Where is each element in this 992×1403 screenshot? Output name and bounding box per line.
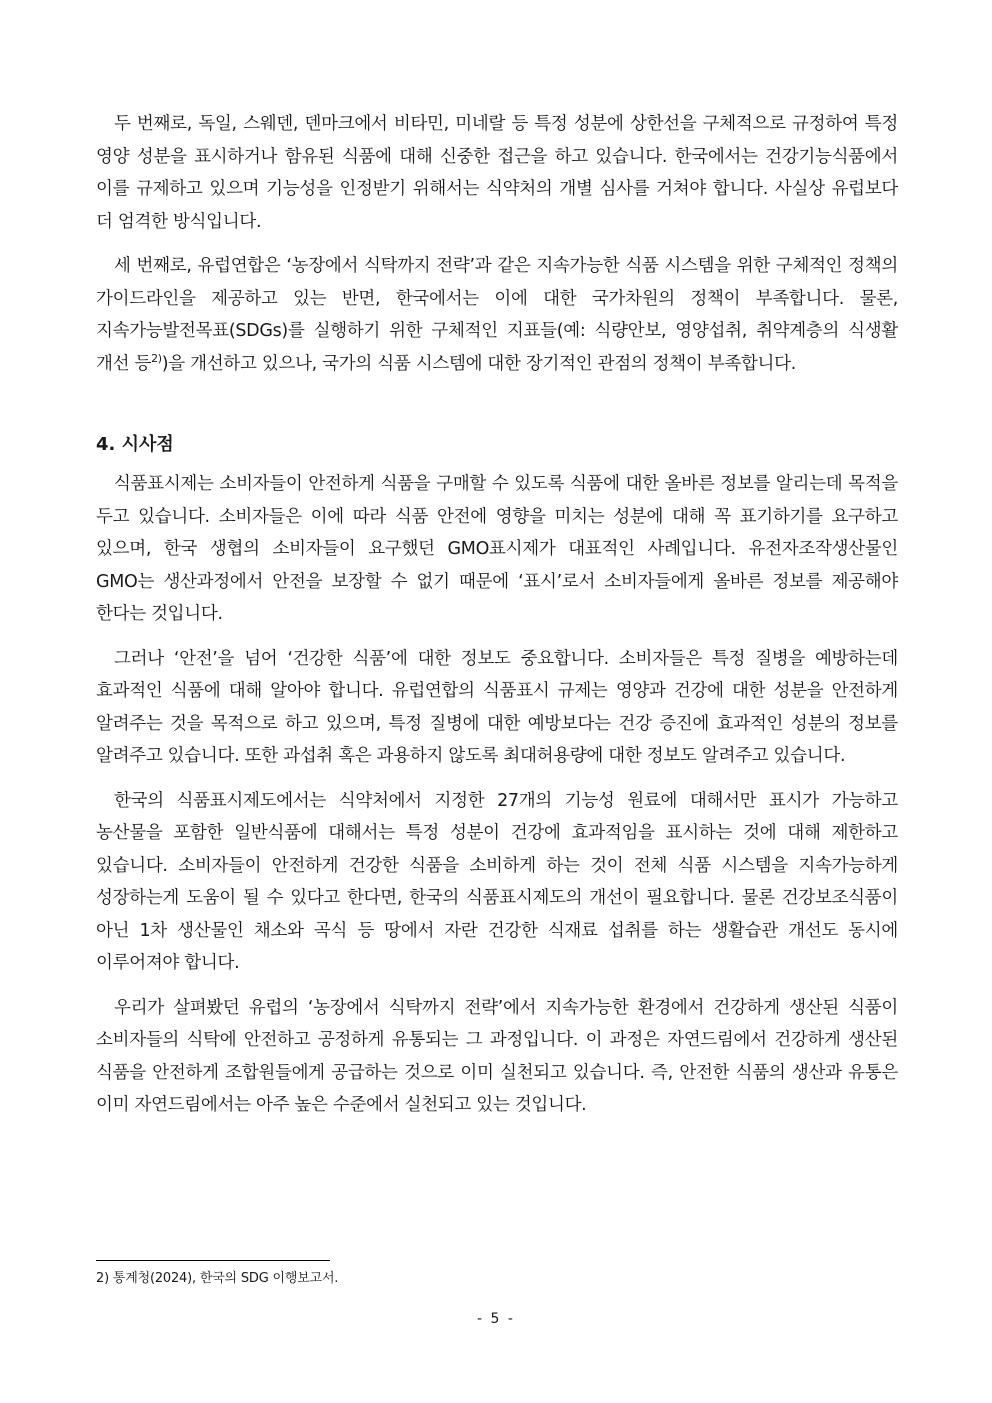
section-heading-implications: 4. 시사점 — [96, 434, 174, 455]
footnote-reference[interactable]: 2) — [151, 351, 162, 365]
paragraph-third-point-text-before: 세 번째로, 유럽연합은 ‘농장에서 식탁까지 전략’과 같은 지속가능한 식품 시스템을 위한 구체적인 정책의 가이드라인을 제공하고 있는 반면, 한국에서는 이에 대한 국가차원의 정책이 부족합니다. 물론, 지속가능발전목표(SDGs)를 실행하기 위한 구체적인 지표들(예: 식량안보, 영양섭취, 취약계층의 식생활 개선 등 — [96, 256, 898, 374]
paragraph-third-point-text-after: )을 개선하고 있으나, 국가의 식품 시스템에 대한 장기적인 관점의 정책이 부족합니다. — [161, 353, 797, 374]
paragraph-implications-4: 우리가 살펴봤던 유럽의 ‘농장에서 식탁까지 전략’에서 지속가능한 환경에서 건강하게 생산된 식품이 소비자들의 식탁에 안전하고 공정하게 유통되는 그 과정입니다. 이 과정은 자연드림에서 건강하게 생산된 식품을 안전하게 조합원들에게 공급하는 것으로 이미 실천되고 있습니다. 즉, 안전한 식품의 생산과 유통은 이미 자연드림에서는 아주 높은 수준에서 실천되고 있는 것입니다. — [96, 997, 898, 1115]
footnote: 2) 통계청(2024), 한국의 SDG 이행보고서. — [96, 1271, 339, 1286]
page-number: - 5 - — [477, 1311, 515, 1327]
paragraph-implications-1: 식품표시제는 소비자들이 안전하게 식품을 구매할 수 있도록 식품에 대한 올바른 정보를 알리는데 목적을 두고 있습니다. 소비자들은 이에 따라 식품 안전에 영향을 미치는 성분에 대해 꼭 표기하기를 요구하고 있으며, 한국 생협의 소비자들이 요구했던 GMO표시제가 대표적인 사례입니다. 유전자조작생산물인 GMO는 생산과정에서 안전을 보장할 수 없기 때문에 ‘표시’로서 소비자들에게 올바른 정보를 제공해야 한다는 것입니다. — [96, 474, 898, 624]
body-content — [96, 108, 898, 1134]
paragraph-third-point — [96, 250, 898, 380]
paragraph-second-point: 두 번째로, 독일, 스웨덴, 덴마크에서 비타민, 미네랄 등 특정 성분에 상한선을 구체적으로 규정하여 특정 영양 성분을 표시하거나 함유된 식품에 대해 신중한 접근을 하고 있습니다. 한국에서는 건강기능식품에서 이를 규제하고 있으며 기능성을 인정받기 위해서는 식약처의 개별 심사를 거쳐야 합니다. 사실상 유럽보다 더 엄격한 방식입니다. — [96, 114, 898, 232]
paragraph-implications-2: 그러나 ‘안전’을 넘어 ‘건강한 식품’에 대한 정보도 중요합니다. 소비자들은 특정 질병을 예방하는데 효과적인 식품에 대해 알아야 합니다. 유럽연합의 식품표시 규제는 영양과 건강에 대한 성분을 안전하게 알려주는 것을 목적으로 하고 있으며, 특정 질병에 대한 예방보다는 건강 증진에 효과적인 성분의 정보를 알려주고 있습니다. 또한 과섭취 혹은 과용하지 않도록 최대허용량에 대한 정보도 알려주고 있습니다. — [96, 648, 898, 766]
footnote-divider — [96, 1260, 330, 1261]
paragraph-implications-3: 한국의 식품표시제도에서는 식약처에서 지정한 27개의 기능성 원료에 대해서만 표시가 가능하고 농산물을 포함한 일반식품에 대해서는 특정 성분이 건강에 효과적임을 표시하는 것에 대해 제한하고 있습니다. 소비자들이 안전하게 건강한 식품을 소비하게 하는 것이 전체 식품 시스템을 지속가능하게 성장하는게 도움이 될 수 있다고 한다면, 한국의 식품표시제도의 개선이 필요합니다. 물론 건강보조식품이 아닌 1차 생산물인 채소와 곡식 등 땅에서 자란 건강한 식재료 섭취를 하는 생활습관 개선도 동시에 이루어져야 합니다. — [96, 790, 898, 973]
